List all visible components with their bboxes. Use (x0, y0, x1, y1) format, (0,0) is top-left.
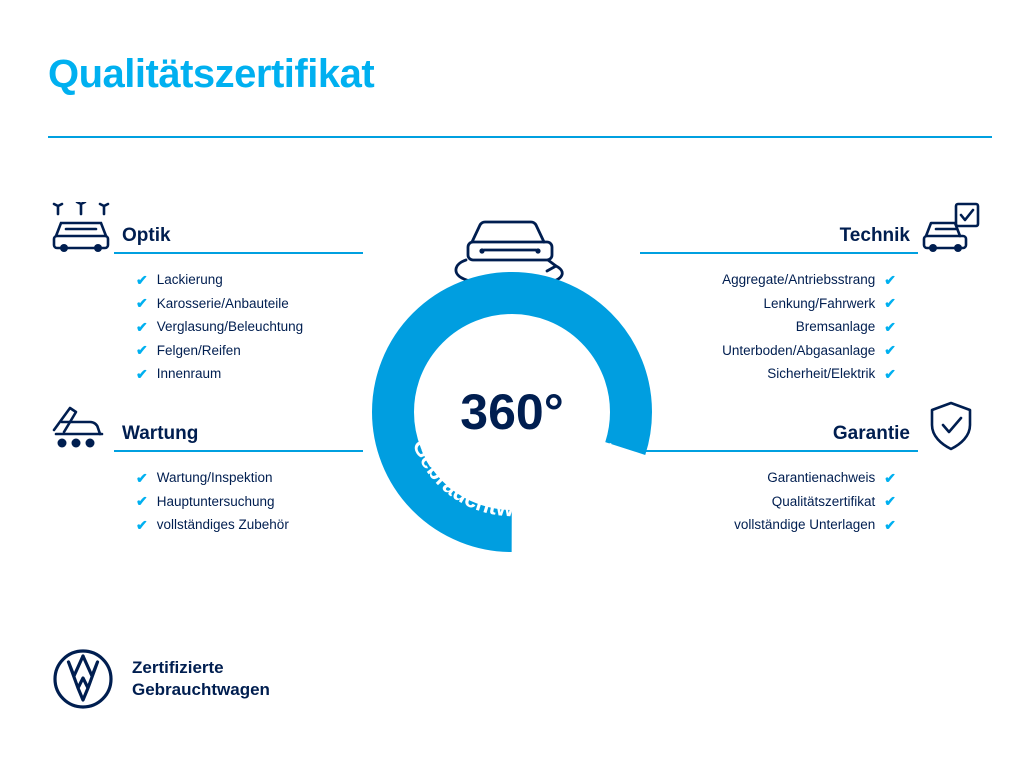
section-wartung (48, 408, 363, 537)
check-icon: ✔ (136, 342, 148, 359)
list-item (640, 292, 896, 316)
list-item-label: Lenkung/Fahrwerk (763, 295, 876, 311)
badge-degrees: 360° (460, 384, 564, 440)
list-item (640, 513, 896, 537)
section-technik-title: Technik (839, 225, 910, 246)
check-icon: ✔ (884, 342, 896, 359)
list-item-label: Karosserie/Anbauteile (156, 295, 289, 311)
car-lift-icon (48, 400, 114, 452)
car-wash-icon (48, 202, 114, 254)
section-technik (640, 210, 984, 386)
list-item-label: Innenraum (156, 366, 222, 381)
list-item (136, 466, 363, 490)
list-item (640, 315, 896, 339)
check-icon: ✔ (884, 295, 896, 312)
page-title: Qualitätszertifikat (48, 52, 375, 96)
svg-text:Gebrauchtwagen-Check: Gebrauchtwagen-Check (407, 435, 617, 522)
list-item-label: Hauptuntersuchung (156, 493, 275, 509)
garantie-list (640, 466, 984, 537)
list-item (136, 292, 363, 316)
check-icon: ✔ (136, 295, 148, 312)
list-item (136, 362, 363, 386)
360-check-badge (368, 268, 656, 556)
footer-brand (52, 648, 270, 710)
check-icon: ✔ (136, 271, 148, 288)
check-icon: ✔ (136, 469, 148, 486)
car-checklist-icon (918, 202, 984, 254)
list-item-label: Qualitätszertifikat (771, 493, 876, 509)
list-item (640, 466, 896, 490)
section-garantie (640, 408, 984, 537)
title-divider (48, 136, 992, 138)
section-optik-title: Optik (122, 225, 171, 246)
list-item (640, 339, 896, 363)
list-item-label: Unterboden/Abgasanlage (722, 342, 876, 358)
list-item (136, 490, 363, 514)
list-item (640, 268, 896, 292)
footer-line-1: Zertifizierte (132, 658, 224, 677)
list-item-label: Wartung/Inspektion (156, 470, 273, 485)
list-item (136, 513, 363, 537)
section-optik-header (48, 210, 363, 254)
list-item (136, 315, 363, 339)
section-optik-divider (114, 252, 363, 254)
section-technik-header (640, 210, 984, 254)
list-item (136, 268, 363, 292)
check-icon: ✔ (136, 365, 148, 382)
check-icon: ✔ (884, 516, 896, 533)
list-item-label: Garantienachweis (767, 470, 876, 485)
shield-check-icon (918, 400, 984, 452)
list-item-label: Lackierung (156, 272, 223, 287)
section-wartung-title: Wartung (122, 423, 199, 444)
check-icon: ✔ (884, 365, 896, 382)
list-item (136, 339, 363, 363)
section-garantie-divider (640, 450, 918, 452)
check-icon: ✔ (884, 271, 896, 288)
check-icon: ✔ (136, 516, 148, 533)
list-item-label: Felgen/Reifen (156, 342, 241, 358)
vw-logo (52, 648, 114, 710)
check-icon: ✔ (884, 318, 896, 335)
list-item-label: Bremsanlage (795, 319, 876, 334)
list-item (640, 362, 896, 386)
optik-list (48, 268, 363, 386)
list-item-label: Verglasung/Beleuchtung (156, 319, 304, 334)
footer-text (132, 657, 270, 701)
section-garantie-header (640, 408, 984, 452)
list-item (640, 490, 896, 514)
check-icon: ✔ (884, 493, 896, 510)
check-icon: ✔ (884, 469, 896, 486)
wartung-list (48, 466, 363, 537)
technik-list (640, 268, 984, 386)
section-technik-divider (640, 252, 918, 254)
footer-line-2: Gebrauchtwagen (132, 680, 270, 699)
list-item-label: vollständige Unterlagen (734, 517, 876, 532)
list-item-label: Aggregate/Antriebsstrang (722, 272, 876, 287)
section-optik (48, 210, 363, 386)
check-icon: ✔ (136, 493, 148, 510)
section-wartung-divider (114, 450, 363, 452)
check-icon: ✔ (136, 318, 148, 335)
section-garantie-title: Garantie (832, 423, 910, 444)
list-item-label: vollständiges Zubehör (156, 517, 289, 532)
list-item-label: Sicherheit/Elektrik (767, 366, 876, 381)
section-wartung-header (48, 408, 363, 452)
